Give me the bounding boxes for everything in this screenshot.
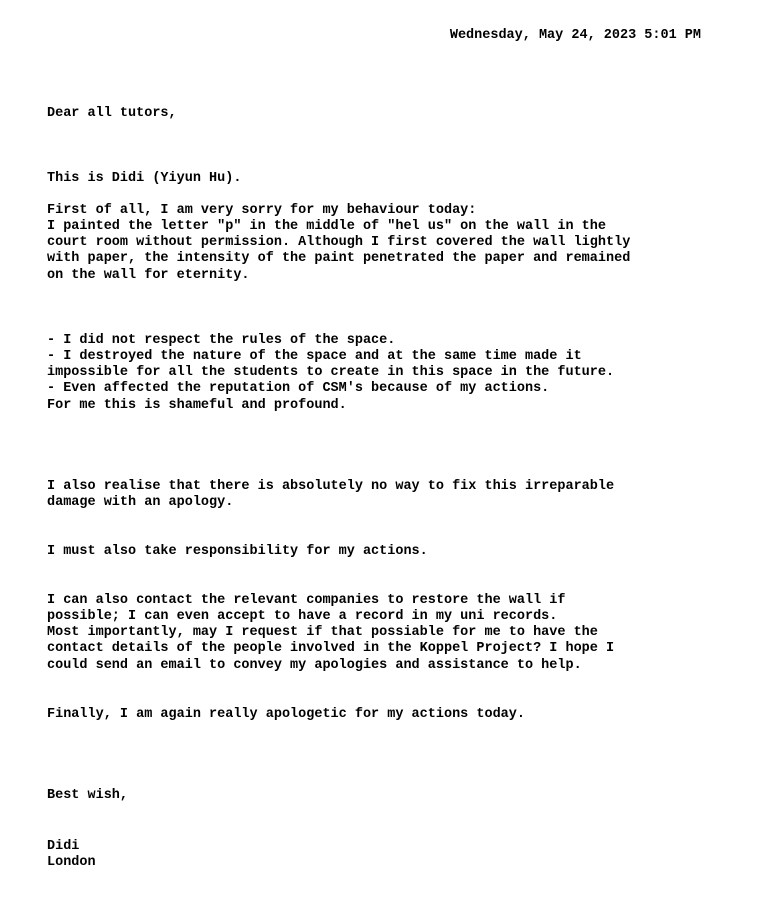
paragraph4-line-1: I can also contact the relevant companies to restore the wall if bbox=[47, 593, 566, 608]
paragraph1-line-1: First of all, I am very sorry for my behaviour today: bbox=[47, 203, 477, 218]
points-line-4: - Even affected the reputation of CSM's because of my actions. bbox=[47, 381, 550, 396]
paragraph5-line: Finally, I am again really apologetic for my actions today. bbox=[47, 707, 525, 722]
paragraph1-line-4: with paper, the intensity of the paint penetrated the paper and remained bbox=[47, 251, 631, 266]
points-line-5: For me this is shameful and profound. bbox=[47, 398, 347, 413]
signature-name: Didi bbox=[47, 839, 80, 854]
paragraph2-line-2: damage with an apology. bbox=[47, 495, 234, 510]
paragraph3-line: I must also take responsibility for my actions. bbox=[47, 544, 428, 559]
intro-line: This is Didi (Yiyun Hu). bbox=[47, 171, 242, 186]
paragraph1-line-3: court room without permission. Although I first covered the wall lightly bbox=[47, 235, 631, 250]
paragraph2-line-1: I also realise that there is absolutely no way to fix this irreparable bbox=[47, 479, 615, 494]
paragraph1-line-5: on the wall for eternity. bbox=[47, 268, 250, 283]
paragraph4-line-5: could send an email to convey my apologies and assistance to help. bbox=[47, 658, 582, 673]
salutation: Dear all tutors, bbox=[47, 106, 177, 121]
signature-location: London bbox=[47, 855, 96, 870]
points-line-3: impossible for all the students to create in this space in the future. bbox=[47, 365, 615, 380]
header-datetime: Wednesday, May 24, 2023 5:01 PM bbox=[449, 28, 701, 43]
paragraph4-line-2: possible; I can even accept to have a record in my uni records. bbox=[47, 609, 558, 624]
paragraph4-line-4: contact details of the people involved in the Koppel Project? I hope I bbox=[47, 641, 615, 656]
closing: Best wish, bbox=[47, 788, 129, 803]
points-line-1: - I did not respect the rules of the space. bbox=[47, 333, 396, 348]
paragraph4-line-3: Most importantly, may I request if that possiable for me to have the bbox=[47, 625, 598, 640]
points-line-2: - I destroyed the nature of the space and at the same time made it bbox=[47, 349, 582, 364]
paragraph1-line-2: I painted the letter "p" in the middle of "hel us" on the wall in the bbox=[47, 219, 606, 234]
